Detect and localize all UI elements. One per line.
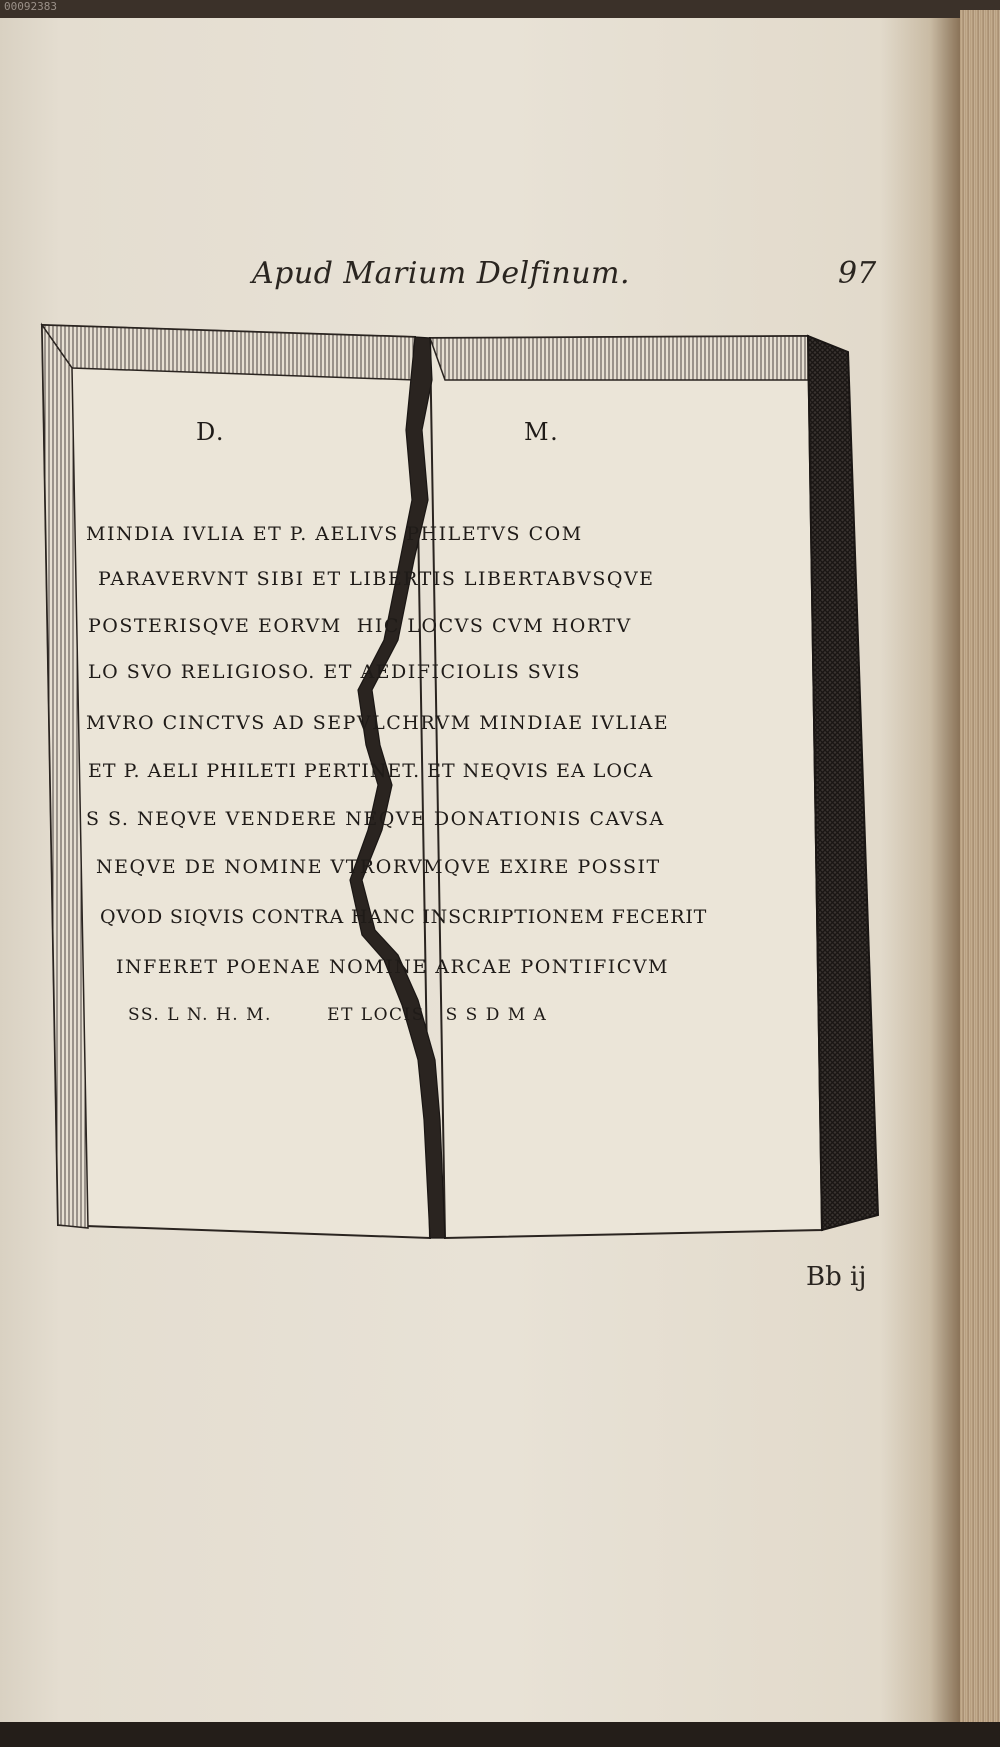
inscription-line-1: MINDIA IVLIA ET P. AELIVS PHILETVS COM [86, 523, 583, 545]
page-number: 97 [838, 256, 877, 291]
inscription-line-5: MVRO CINCTVS AD SEPVLCHRVM MINDIAE IVLIAE [86, 712, 670, 734]
tablet-right-face [430, 336, 822, 1238]
inscription-manibus-letter: M. [524, 418, 560, 446]
inscription-line-10: INFERET POENAE NOMINE ARCAE PONTIFICVM [116, 956, 670, 978]
inscription-line-2: PARAVERVNT SIBI ET LIBERTIS LIBERTABVSQVE [98, 568, 655, 590]
inscription-line-6: ET P. AELI PHILETI PERTINET. ET NEQVIS EA LOCA [88, 760, 654, 782]
inscription-line-8: NEQVE DE NOMINE VTRORVMQVE EXIRE POSSIT [96, 856, 661, 878]
inscription-line-7: S S. NEQVE VENDERE NEQVE DONATIONIS CAVSA [86, 808, 665, 830]
inscription-dis-letter: D. [196, 418, 226, 446]
scan-id-text: 00092383 [4, 0, 57, 13]
scan-bottom-strip [0, 1722, 1000, 1747]
inscription-line-9: QVOD SIQVIS CONTRA HANC INSCRIPTIONEM FECERIT [100, 906, 708, 928]
running-header-title: Apud Marium Delfinum. [252, 256, 630, 291]
signature-mark: Bb ij [806, 1262, 867, 1292]
inscription-line-4: LO SVO RELIGIOSO. ET AEDIFICIOLIS SVIS [88, 661, 582, 683]
inscription-line-11: SS. L N. H. M. ET LOCIS S S D M A [128, 1005, 548, 1025]
tablet-top-edge-right [430, 336, 808, 380]
inscription-line-3: POSTERISQVE EORVM HIC LOCVS CVM HORTV [88, 615, 632, 637]
